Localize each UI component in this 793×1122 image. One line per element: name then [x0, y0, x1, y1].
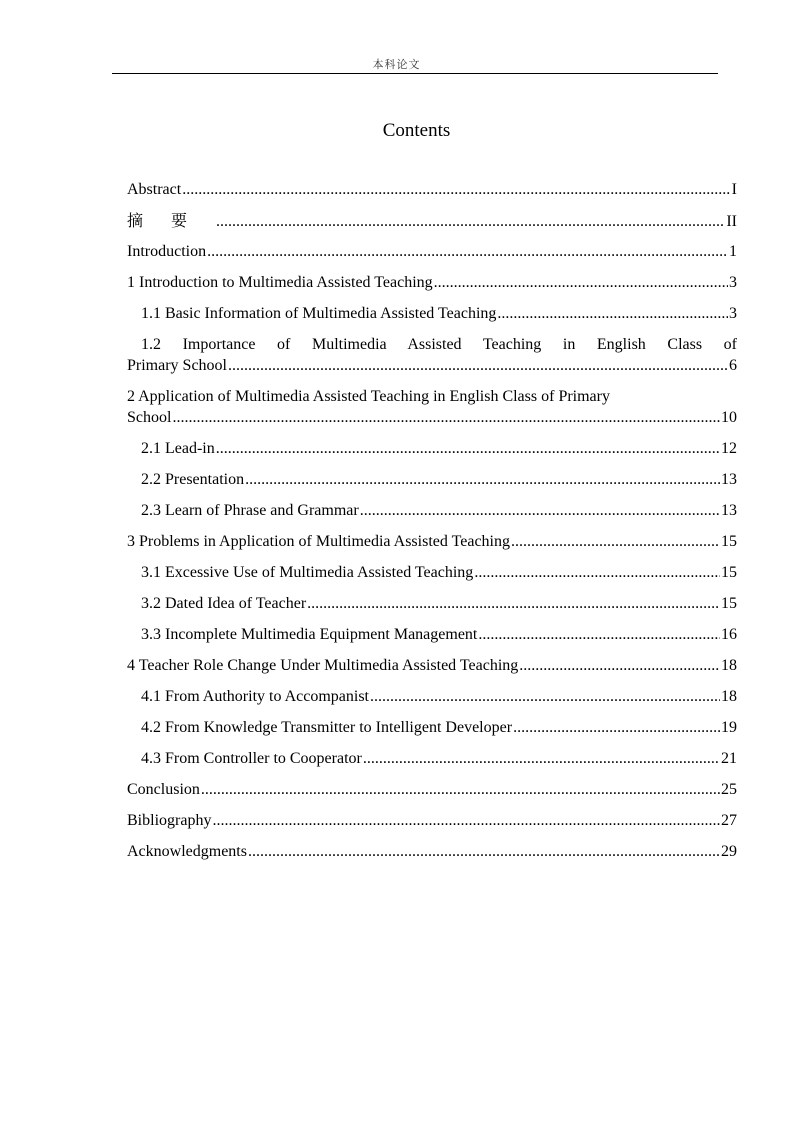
- toc-entry-abstract[interactable]: [127, 179, 737, 207]
- header-rule: [112, 73, 718, 74]
- toc-entry-title: 4.2 From Knowledge Transmitter to Intelligent Developer: [141, 719, 513, 736]
- toc-entry-title: 1 Introduction to Multimedia Assisted Teaching: [127, 274, 433, 291]
- toc-entry-page: 15: [721, 533, 737, 550]
- dot-leader: [216, 438, 720, 459]
- toc-entry-chapter-4[interactable]: [127, 655, 737, 683]
- toc-entry-section-2-3[interactable]: [127, 500, 737, 528]
- toc-entry-title: 4.3 From Controller to Cooperator: [141, 750, 362, 767]
- dot-leader: [434, 272, 728, 293]
- toc-entry-page: 18: [721, 657, 737, 674]
- toc-entry-title: 3.3 Incomplete Multimedia Equipment Management: [141, 626, 478, 643]
- toc-entry-conclusion[interactable]: [127, 779, 737, 807]
- toc-entry-bibliography[interactable]: [127, 810, 737, 838]
- toc-entry-title: 3 Problems in Application of Multimedia Assisted Teaching: [127, 533, 510, 550]
- toc-entry-section-4-1[interactable]: [127, 686, 737, 714]
- toc-entry-page: 3: [729, 274, 737, 291]
- dot-leader: [363, 748, 720, 769]
- table-of-contents: [127, 176, 737, 869]
- dot-leader: [207, 241, 728, 262]
- dot-leader: [248, 841, 720, 862]
- toc-entry-chapter-3[interactable]: [127, 531, 737, 559]
- toc-entry-page: 16: [721, 626, 737, 643]
- toc-entry-title: 1.1 Basic Information of Multimedia Assisted Teaching: [141, 305, 497, 322]
- running-header: 本科论文: [372, 58, 421, 71]
- toc-entry-page: 12: [721, 440, 737, 457]
- toc-title: Contents: [382, 120, 451, 141]
- toc-entry-page: 25: [721, 781, 737, 798]
- toc-entry-acknowledgments[interactable]: [127, 841, 737, 869]
- toc-entry-title: Introduction: [127, 243, 207, 260]
- toc-entry-page: 1: [729, 243, 737, 260]
- toc-entry-section-3-2[interactable]: [127, 593, 737, 621]
- toc-entry-title: 2.2 Presentation: [141, 471, 245, 488]
- toc-entry-title: Conclusion: [127, 781, 200, 798]
- toc-entry-chapter-2[interactable]: [127, 386, 737, 435]
- toc-entry-page: I: [731, 181, 737, 198]
- toc-entry-chapter-1[interactable]: [127, 272, 737, 300]
- toc-entry-title: 2.1 Lead-in: [141, 440, 215, 457]
- toc-entry-page: 13: [721, 502, 737, 519]
- toc-entry-introduction[interactable]: [127, 241, 737, 269]
- toc-entry-section-3-3[interactable]: [127, 624, 737, 652]
- toc-entry-title: 4.1 From Authority to Accompanist: [141, 688, 369, 705]
- toc-entry-page: 15: [721, 595, 737, 612]
- dot-leader: [360, 500, 720, 521]
- toc-entry-title: Acknowledgments: [127, 843, 247, 860]
- toc-entry-section-2-2[interactable]: [127, 469, 737, 497]
- toc-entry-title: 摘要: [127, 211, 216, 230]
- toc-entry-page: 6: [729, 357, 737, 374]
- toc-entry-page: 15: [721, 564, 737, 581]
- toc-entry-section-2-1[interactable]: [127, 438, 737, 466]
- dot-leader: [201, 779, 720, 800]
- dot-leader: [513, 717, 720, 738]
- toc-entry-title-line1: 2 Application of Multimedia Assisted Teaching in English Class of Primary: [127, 388, 610, 405]
- toc-entry-title-line2: School: [127, 409, 172, 426]
- toc-entry-title: 2.3 Learn of Phrase and Grammar: [141, 502, 359, 519]
- dot-leader: [172, 407, 720, 428]
- toc-entry-page: 13: [721, 471, 737, 488]
- dot-leader: [474, 562, 720, 583]
- dot-leader: [307, 593, 720, 614]
- toc-entry-title: Bibliography: [127, 812, 212, 829]
- toc-entry-section-1-1[interactable]: [127, 303, 737, 331]
- dot-leader: [216, 211, 725, 232]
- toc-entry-title: 3.2 Dated Idea of Teacher: [141, 595, 307, 612]
- toc-entry-section-4-2[interactable]: [127, 717, 737, 745]
- toc-entry-page: 3: [729, 305, 737, 322]
- dot-leader: [370, 686, 720, 707]
- toc-entry-page: II: [726, 213, 737, 230]
- toc-entry-page: 10: [721, 409, 737, 426]
- toc-entry-title-line1: 1.2 Importance of Multimedia Assisted Teaching in English Class of: [141, 336, 737, 353]
- toc-entry-page: 27: [721, 812, 737, 829]
- dot-leader: [497, 303, 728, 324]
- toc-entry-section-3-1[interactable]: [127, 562, 737, 590]
- dot-leader: [182, 179, 730, 200]
- toc-entry-title: 3.1 Excessive Use of Multimedia Assisted Teaching: [141, 564, 474, 581]
- toc-entry-page: 18: [721, 688, 737, 705]
- dot-leader: [519, 655, 720, 676]
- dot-leader: [245, 469, 720, 490]
- toc-entry-page: 29: [721, 843, 737, 860]
- toc-entry-title: Abstract: [127, 181, 182, 198]
- toc-entry-title: 4 Teacher Role Change Under Multimedia Assisted Teaching: [127, 657, 519, 674]
- dot-leader: [212, 810, 720, 831]
- dot-leader: [228, 355, 728, 376]
- toc-entry-page: 19: [721, 719, 737, 736]
- toc-entry-section-1-2[interactable]: [127, 334, 737, 383]
- dot-leader: [511, 531, 720, 552]
- toc-entry-page: 21: [721, 750, 737, 767]
- dot-leader: [478, 624, 720, 645]
- toc-entry-title-line2: Primary School: [127, 357, 227, 374]
- toc-entry-chinese-abstract[interactable]: [127, 210, 737, 238]
- toc-entry-section-4-3[interactable]: [127, 748, 737, 776]
